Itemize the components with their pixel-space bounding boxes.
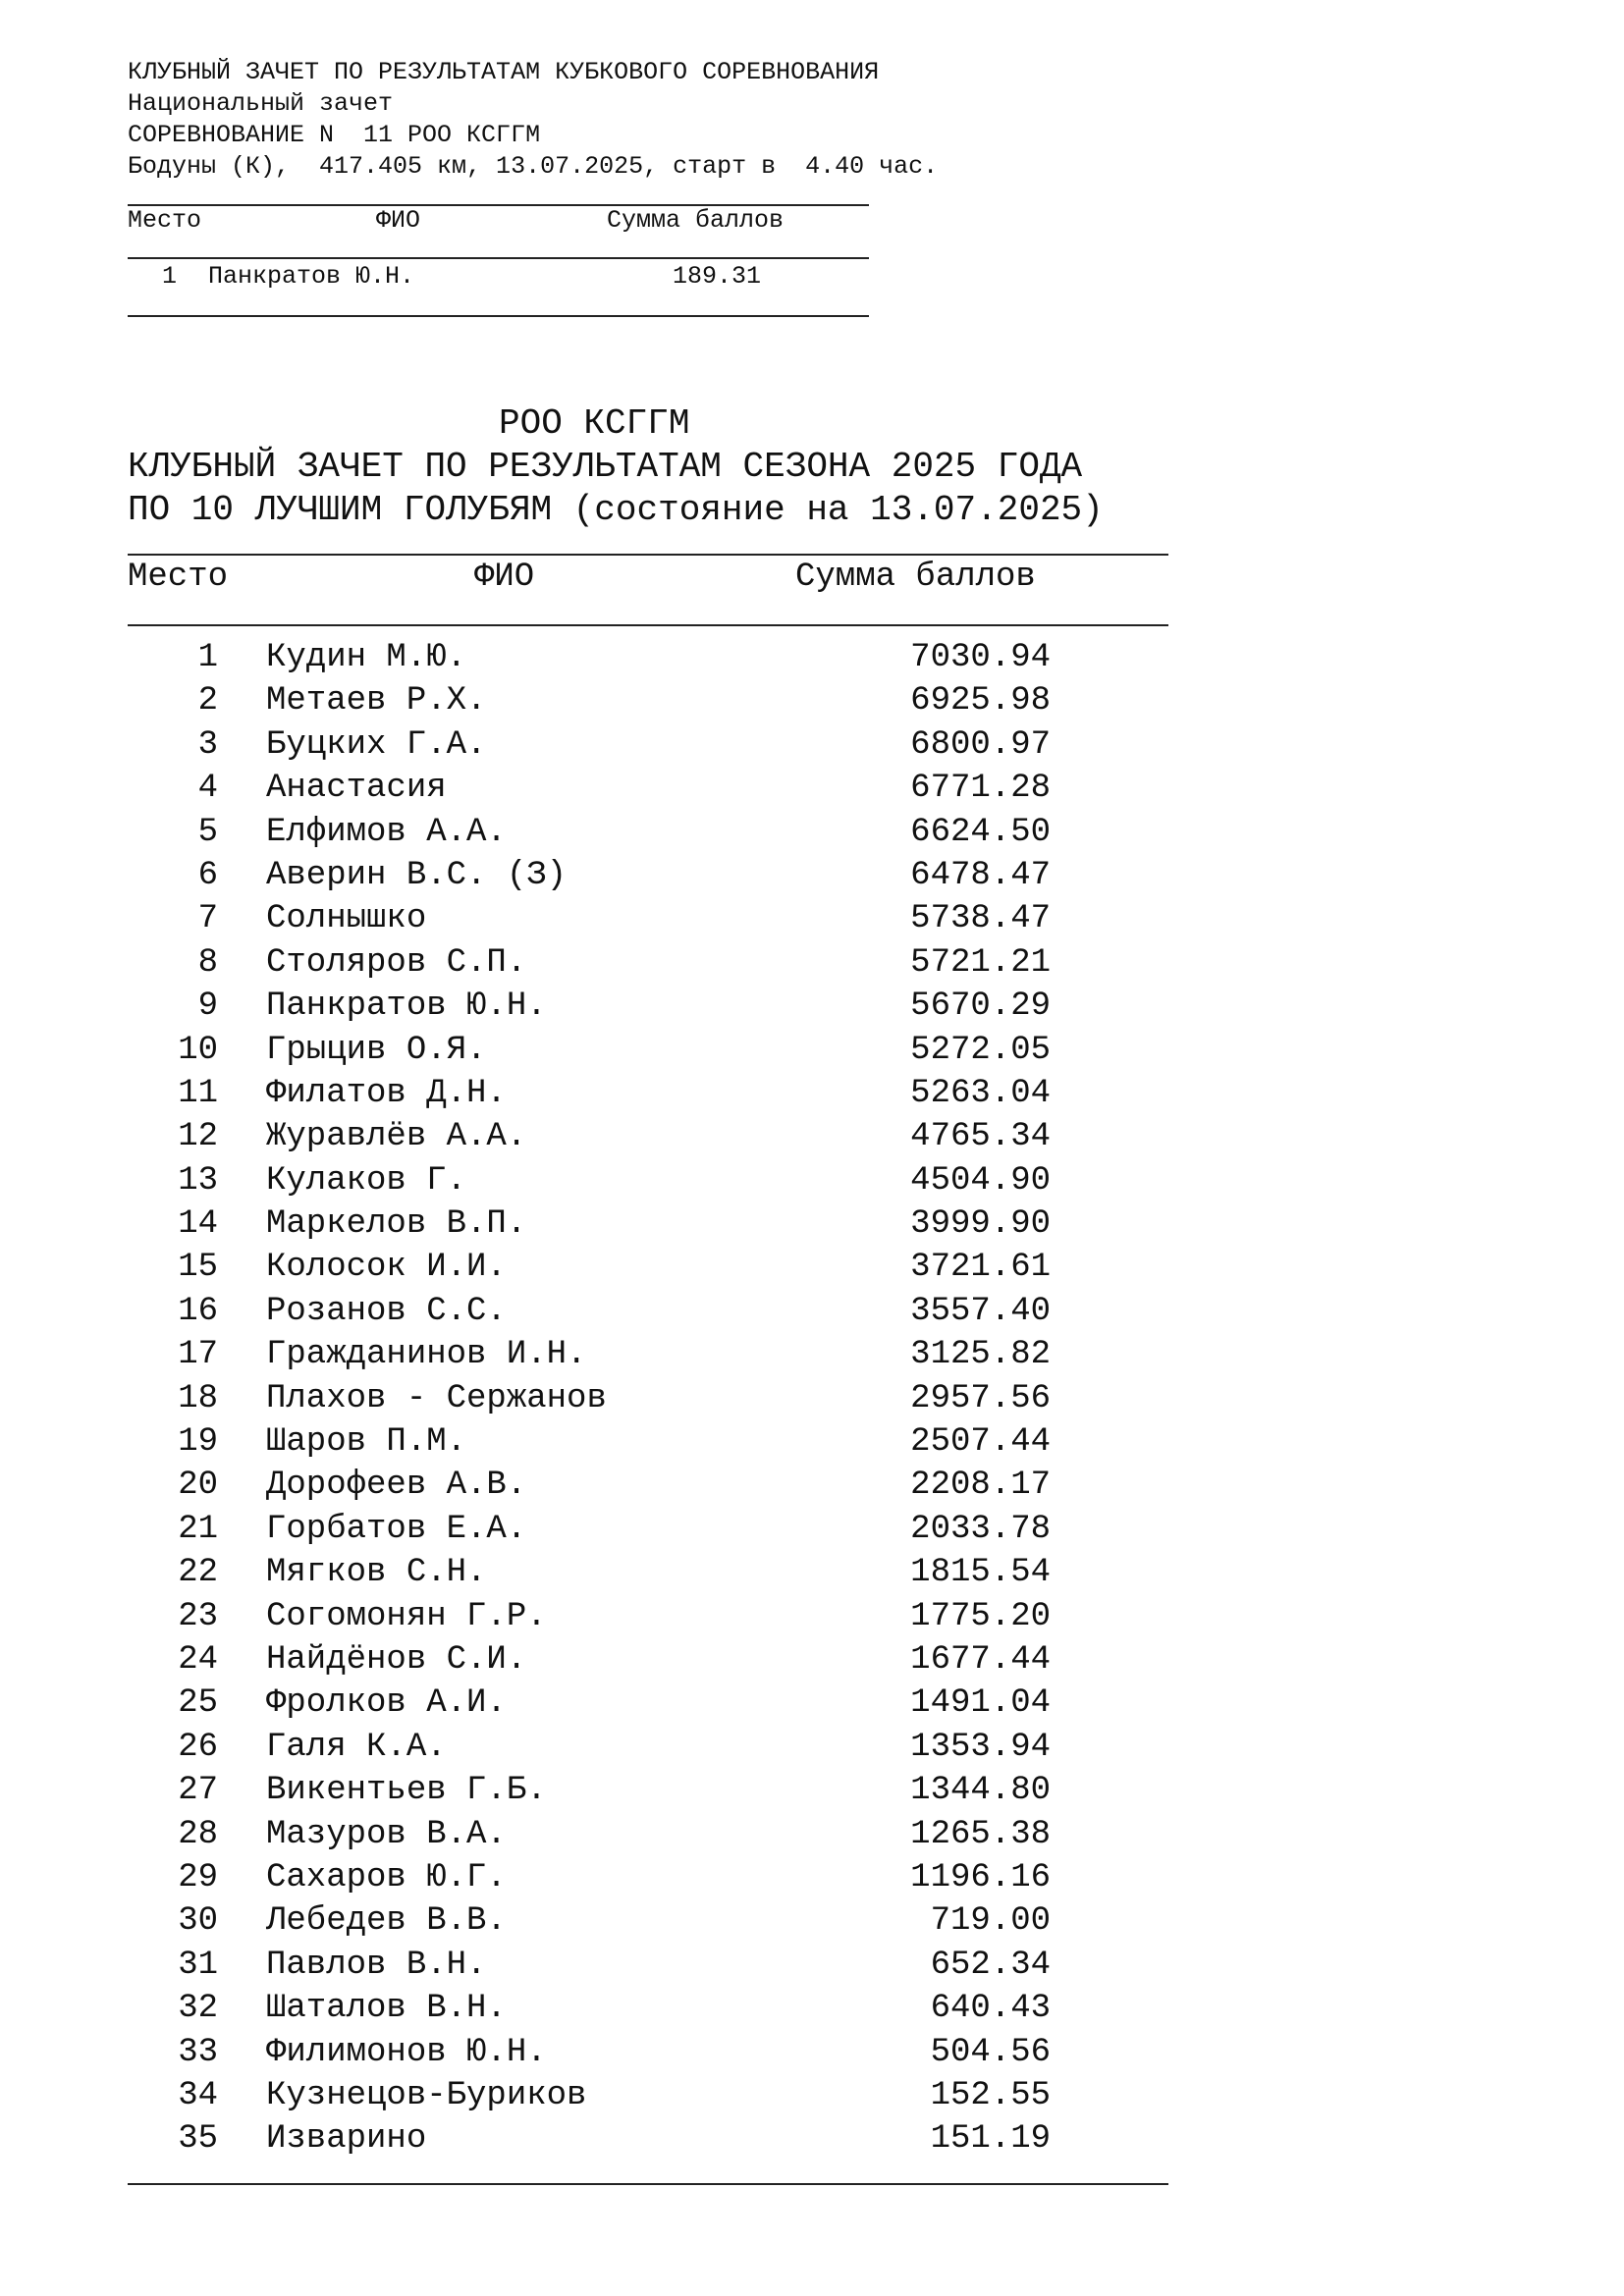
row-score: 1196.16 xyxy=(910,1858,1051,1896)
row-score: 719.00 xyxy=(930,1902,1051,1941)
row-name: Журавлёв А.А. xyxy=(266,1118,527,1156)
table-row xyxy=(128,1682,1168,1725)
row-place: 22 xyxy=(178,1554,218,1592)
row-name: Сахаров Ю.Г. xyxy=(266,1858,507,1896)
row-place: 7 xyxy=(197,900,218,938)
row-name: Галя К.А. xyxy=(266,1728,447,1766)
table-row xyxy=(128,1464,1168,1507)
table-row xyxy=(128,941,1168,985)
table-row xyxy=(128,679,1168,722)
season-table xyxy=(128,636,1168,2162)
table-row xyxy=(128,1638,1168,1682)
competition-number: СОРЕВНОВАНИЕ N 11 РОО КСГГМ xyxy=(128,121,541,149)
row-score: 5670.29 xyxy=(910,988,1051,1026)
row-place: 26 xyxy=(178,1728,218,1766)
row-place: 32 xyxy=(178,1990,218,2028)
row-name: Розанов С.С. xyxy=(266,1292,507,1330)
row-score: 2507.44 xyxy=(910,1423,1051,1462)
table-row xyxy=(128,985,1168,1028)
row-name: Плахов - Сержанов xyxy=(266,1379,607,1417)
competition-title: КЛУБНЫЙ ЗАЧЕТ ПО РЕЗУЛЬТАТАМ КУБКОВОГО СОРЕВНОВАНИЯ xyxy=(128,58,880,86)
season-table-header xyxy=(128,556,1168,599)
row-score: 151.19 xyxy=(930,2120,1051,2159)
table-row xyxy=(128,1987,1168,2030)
row-place: 1 xyxy=(197,639,218,676)
row-name: Филатов Д.Н. xyxy=(266,1074,507,1112)
table-row xyxy=(128,636,1168,679)
row-score: 504.56 xyxy=(930,2033,1051,2071)
season-org-title: РОО КСГГМ xyxy=(499,403,690,444)
row-place: 21 xyxy=(178,1510,218,1548)
table-row xyxy=(128,1290,1168,1333)
row-place: 4 xyxy=(197,770,218,808)
competition-subtitle: Национальный зачет xyxy=(128,89,394,118)
season-section xyxy=(128,402,1168,2185)
row-score: 1344.80 xyxy=(910,1772,1051,1810)
row-score: 6624.50 xyxy=(910,813,1051,851)
row-place: 34 xyxy=(178,2076,218,2114)
row-name: Кузнецов-Буриков xyxy=(266,2076,587,2114)
row-place: 35 xyxy=(178,2120,218,2159)
table-row xyxy=(128,1813,1168,1856)
row-score: 1353.94 xyxy=(910,1728,1051,1766)
row-place: 2 xyxy=(197,682,218,721)
row-name: Анастасия xyxy=(266,770,447,808)
row-name: Грыцив О.Я. xyxy=(266,1031,487,1069)
row-score: 1775.20 xyxy=(910,1597,1051,1635)
row-name: Найдёнов С.И. xyxy=(266,1640,527,1679)
row-name: Лебедев В.В. xyxy=(266,1902,507,1941)
row-place: 20 xyxy=(178,1467,218,1505)
row-name: Кудин М.Ю. xyxy=(266,639,467,676)
row-name: Панкратов Ю.Н. xyxy=(208,262,415,291)
table-row xyxy=(128,1595,1168,1638)
row-score: 4765.34 xyxy=(910,1118,1051,1156)
row-name: Столяров С.П. xyxy=(266,943,527,982)
table-row xyxy=(128,1333,1168,1376)
row-name: Маркелов В.П. xyxy=(266,1205,527,1244)
row-name: Аверин В.С. (З) xyxy=(266,856,568,894)
row-score: 5738.47 xyxy=(910,900,1051,938)
row-name: Филимонов Ю.Н. xyxy=(266,2033,547,2071)
table-row xyxy=(128,1769,1168,1812)
column-header-score: Сумма баллов xyxy=(795,559,1036,596)
table-row xyxy=(128,1115,1168,1158)
table-row xyxy=(128,1377,1168,1420)
season-subtitle: ПО 10 ЛУЧШИМ ГОЛУБЯМ (состояние на 13.07.2025) xyxy=(128,490,1104,530)
row-place: 18 xyxy=(178,1379,218,1417)
row-score: 189.31 xyxy=(673,262,762,291)
table-row xyxy=(128,2031,1168,2074)
row-place: 25 xyxy=(178,1684,218,1723)
row-place: 9 xyxy=(197,988,218,1026)
row-score: 152.55 xyxy=(930,2076,1051,2114)
table-row xyxy=(128,1246,1168,1289)
row-name: Изварино xyxy=(266,2120,427,2159)
table-row xyxy=(128,1551,1168,1594)
table-row xyxy=(128,1072,1168,1115)
table-row xyxy=(128,897,1168,940)
row-place: 27 xyxy=(178,1772,218,1810)
row-score: 3721.61 xyxy=(910,1249,1051,1287)
row-place: 12 xyxy=(178,1118,218,1156)
row-score: 5272.05 xyxy=(910,1031,1051,1069)
row-name: Колосок И.И. xyxy=(266,1249,507,1287)
column-header-score: Сумма баллов xyxy=(607,206,785,235)
row-score: 2033.78 xyxy=(910,1510,1051,1548)
table-row xyxy=(128,1420,1168,1464)
table-row xyxy=(128,1899,1168,1943)
competition-section xyxy=(128,57,939,317)
row-score: 2957.56 xyxy=(910,1379,1051,1417)
table-row xyxy=(128,854,1168,897)
row-place: 14 xyxy=(178,1205,218,1244)
row-score: 3999.90 xyxy=(910,1205,1051,1244)
table-row xyxy=(128,1856,1168,1899)
row-name: Согомонян Г.Р. xyxy=(266,1597,547,1635)
row-name: Буцких Г.А. xyxy=(266,725,487,764)
row-score: 1491.04 xyxy=(910,1684,1051,1723)
row-place: 3 xyxy=(197,725,218,764)
row-name: Мазуров В.А. xyxy=(266,1815,507,1853)
row-place: 17 xyxy=(178,1336,218,1374)
row-name: Елфимов А.А. xyxy=(266,813,507,851)
row-score: 1677.44 xyxy=(910,1640,1051,1679)
row-place: 24 xyxy=(178,1640,218,1679)
row-name: Гражданинов И.Н. xyxy=(266,1336,587,1374)
competition-table-header xyxy=(128,206,874,236)
row-name: Горбатов Е.А. xyxy=(266,1510,527,1548)
row-score: 640.43 xyxy=(930,1990,1051,2028)
table-row xyxy=(128,811,1168,854)
row-name: Метаев Р.Х. xyxy=(266,682,487,721)
row-place: 28 xyxy=(178,1815,218,1853)
row-place: 16 xyxy=(178,1292,218,1330)
table-row xyxy=(128,723,1168,767)
row-place: 33 xyxy=(178,2033,218,2071)
row-score: 5721.21 xyxy=(910,943,1051,982)
row-score: 3557.40 xyxy=(910,1292,1051,1330)
row-name: Викентьев Г.Б. xyxy=(266,1772,547,1810)
row-score: 6478.47 xyxy=(910,856,1051,894)
row-place: 8 xyxy=(197,943,218,982)
row-place: 5 xyxy=(197,813,218,851)
row-place: 6 xyxy=(197,856,218,894)
row-place: 23 xyxy=(178,1597,218,1635)
row-score: 1815.54 xyxy=(910,1554,1051,1592)
row-name: Дорофеев А.В. xyxy=(266,1467,527,1505)
row-place: 29 xyxy=(178,1858,218,1896)
row-name: Кулаков Г. xyxy=(266,1161,467,1200)
table-row xyxy=(128,1202,1168,1246)
table-row xyxy=(128,1944,1168,1987)
row-place: 31 xyxy=(178,1946,218,1984)
row-name: Шаталов В.Н. xyxy=(266,1990,507,2028)
divider xyxy=(128,2183,1168,2185)
row-score: 7030.94 xyxy=(910,639,1051,676)
row-place: 19 xyxy=(178,1423,218,1462)
row-score: 6925.98 xyxy=(910,682,1051,721)
row-name: Панкратов Ю.Н. xyxy=(266,988,547,1026)
row-score: 6800.97 xyxy=(910,725,1051,764)
season-title: КЛУБНЫЙ ЗАЧЕТ ПО РЕЗУЛЬТАТАМ СЕЗОНА 2025 ГОДА xyxy=(128,447,1083,487)
row-score: 4504.90 xyxy=(910,1161,1051,1200)
row-place: 13 xyxy=(178,1161,218,1200)
column-header-name: ФИО xyxy=(376,206,421,235)
row-place: 11 xyxy=(178,1074,218,1112)
row-score: 652.34 xyxy=(930,1946,1051,1984)
competition-details: Бодуны (К), 417.405 км, 13.07.2025, старт в 4.40 час. xyxy=(128,152,939,181)
table-row xyxy=(128,2074,1168,2117)
row-score: 5263.04 xyxy=(910,1074,1051,1112)
column-header-name: ФИО xyxy=(474,559,535,596)
table-row xyxy=(128,1159,1168,1202)
row-name: Солнышко xyxy=(266,900,427,938)
row-name: Шаров П.М. xyxy=(266,1423,467,1462)
row-score: 3125.82 xyxy=(910,1336,1051,1374)
row-score: 6771.28 xyxy=(910,770,1051,808)
row-place: 1 xyxy=(161,262,177,291)
row-place: 15 xyxy=(178,1249,218,1287)
table-row xyxy=(128,767,1168,810)
column-header-place: Место xyxy=(128,206,202,235)
table-row xyxy=(128,1508,1168,1551)
row-score: 1265.38 xyxy=(910,1815,1051,1853)
table-row xyxy=(128,2117,1168,2161)
table-row xyxy=(128,262,874,292)
row-name: Мягков С.Н. xyxy=(266,1554,487,1592)
table-row xyxy=(128,1726,1168,1769)
row-score: 2208.17 xyxy=(910,1467,1051,1505)
row-place: 10 xyxy=(178,1031,218,1069)
row-place: 30 xyxy=(178,1902,218,1941)
column-header-place: Место xyxy=(128,559,229,596)
row-name: Фролков А.И. xyxy=(266,1684,507,1723)
row-name: Павлов В.Н. xyxy=(266,1946,487,1984)
divider xyxy=(128,315,869,317)
table-row xyxy=(128,1029,1168,1072)
